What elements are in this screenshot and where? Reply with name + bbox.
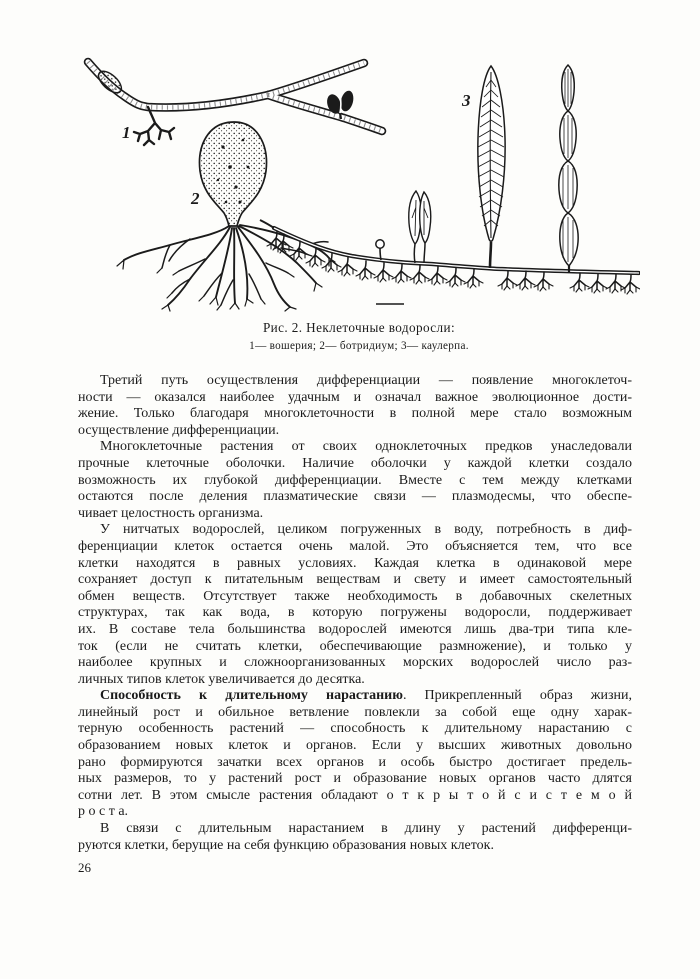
text-line: В связи с длительным нарастанием в длину у растений дифференци- [100,821,632,837]
text-line: наиболее крупных и сложноорганизованных морских водорослей число раз- [78,655,632,671]
figure-caption-legend: 1— вошерия; 2— ботридиум; 3— каулерпа. [249,340,469,352]
figure-2 [78,52,640,352]
text-line: У нитчатых водорослей, целиком погруженных в воду, потребность в диф- [100,522,632,538]
text-line: руются клетки, берущие на себя функцию образования новых клеток. [78,837,494,853]
botrydium-vesicle [200,122,267,226]
text-line: жение. Только благодаря многоклеточности в полной мере стало возможным [78,406,632,422]
text-line: линейный рост и обильное ветвление повлекли за собой еще одну харак- [78,704,632,720]
text-line: обмен веществ. Отсутствует также необходимость в добавочных скелетных [78,588,632,604]
text-line: сохраняет доступ к питательным веществам и свету и имеет самостоятельный [78,572,632,588]
run-in-heading: Способность к длительному нарастанию [100,688,403,704]
caulerpa-small-frond [409,191,431,263]
text-line [78,688,632,705]
page-number: 26 [78,860,91,875]
text-line: структурах, так как вода, в которую погружены водоросли, поддерживает [78,605,632,621]
figure-label-1: 1 [122,123,131,142]
text-run: . Прикрепленный образ жизни, [402,688,632,704]
caulerpa-tall-frond [478,66,505,268]
caulerpa-segmented-frond [559,65,578,273]
text-line: ных размеров, то у растений рост и образование новых органов часто длятся [78,771,632,787]
text-line: клетки находятся в равных условиях. Каждая клетка в одинаковой мере [78,555,632,571]
figure-caption-title: Рис. 2. Неклеточные водоросли: [262,320,456,335]
body-text [78,373,632,854]
text-line: ности — оказался наиболее удачным и означал важное эволюционное дости- [78,389,632,405]
text-line: прочные клеточные оболочки. Наличие оболочки у каждой клетки создало [78,455,632,471]
text-line: возможность их глубокой дифференциации. Вместе с тем между клетками [78,472,632,488]
caulerpa-rhizoid-tufts [267,231,640,294]
text-line: р о с т а. [78,804,129,820]
text-line: ток (если не считать клетки, обеспечивающие размножение), и только у [78,638,632,654]
botrydium-rhizoids [117,225,335,311]
figure-caption [78,320,640,352]
text-line: остаются после деления плазматические связи — плазмодесмы, что обеспе- [78,489,632,505]
algae-illustration [78,52,640,312]
figure-label-3: 3 [462,91,471,110]
text-line: терную особенность растений — способность к длительному нарастанию с [78,721,632,737]
text-line: сотни лет. В этом смысле растения обладают о т к р ы т о й с и с т е м о й [78,787,632,803]
text-line: личных типов клеток увеличивается до десятка. [78,671,365,687]
text-line: чивает целостность организма. [78,505,264,521]
caulerpa-drawing [260,65,640,304]
text-line: рано формируются зачатки всех органов и особь быстро достигает предель- [78,754,632,770]
text-line: Третий путь осуществления дифференциации — появление многоклеточ- [100,373,632,388]
figure-label-2: 2 [191,189,200,208]
text-line: Многоклеточные растения от своих одноклеточных предков унаследовали [100,439,632,455]
text-line: их. В составе тела большинства водорослей имеются лишь два-три типа кле- [78,621,632,637]
botrydium-drawing [117,122,335,311]
vaucheria-rhizoid-holdfast [134,107,174,145]
text-line: образованием новых клеток и органов. Если у высших животных довольно [78,738,632,754]
text-line: ференциации клеток остается очень малой. Это объясняется тем, что все [78,538,632,554]
caulerpa-bud [376,240,384,260]
text-line: осуществление дифференциации. [78,422,280,438]
